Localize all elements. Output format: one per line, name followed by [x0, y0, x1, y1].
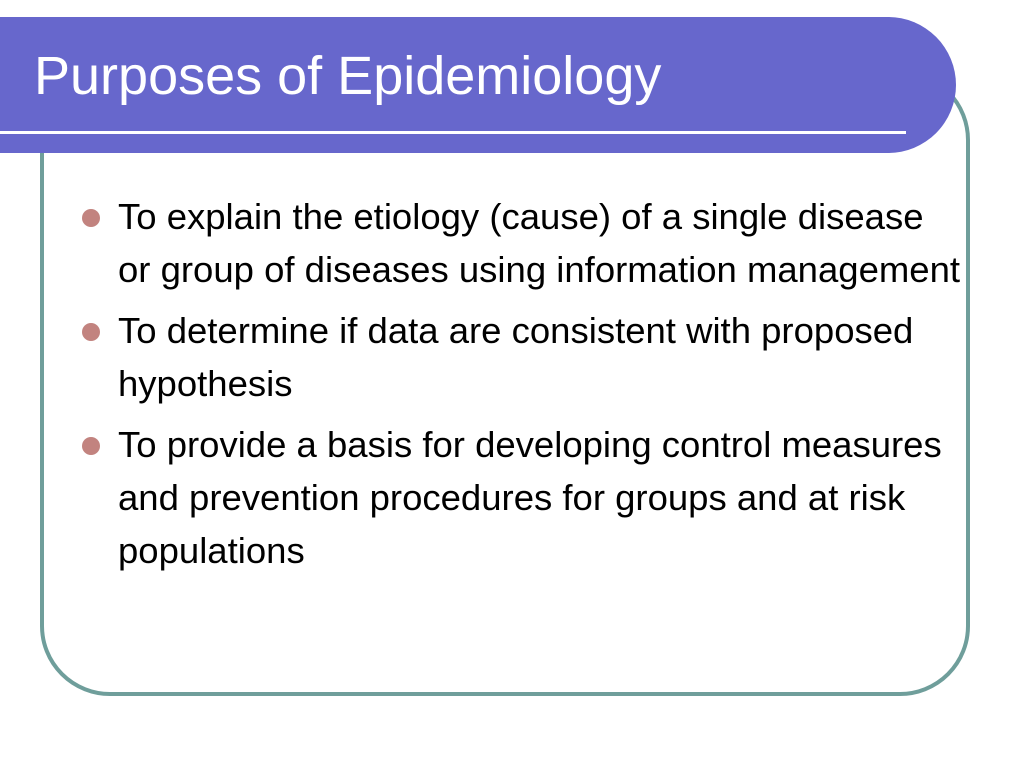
bullet-dot-icon: [82, 437, 100, 455]
bullet-dot-icon: [82, 323, 100, 341]
bullet-text: To explain the etiology (cause) of a single disease or group of diseases using information management: [118, 196, 961, 290]
bullet-item: [80, 190, 960, 296]
bullet-text: To determine if data are consistent with proposed hypothesis: [118, 310, 914, 404]
title-underline: [0, 131, 906, 134]
bullet-list: [80, 190, 960, 585]
slide-title: Purposes of Epidemiology: [34, 46, 662, 106]
bullet-item: [80, 418, 960, 577]
bullet-text: To provide a basis for developing control measures and prevention procedures for groups and at risk populations: [118, 424, 942, 571]
bullet-dot-icon: [82, 209, 100, 227]
bullet-item: [80, 304, 960, 410]
